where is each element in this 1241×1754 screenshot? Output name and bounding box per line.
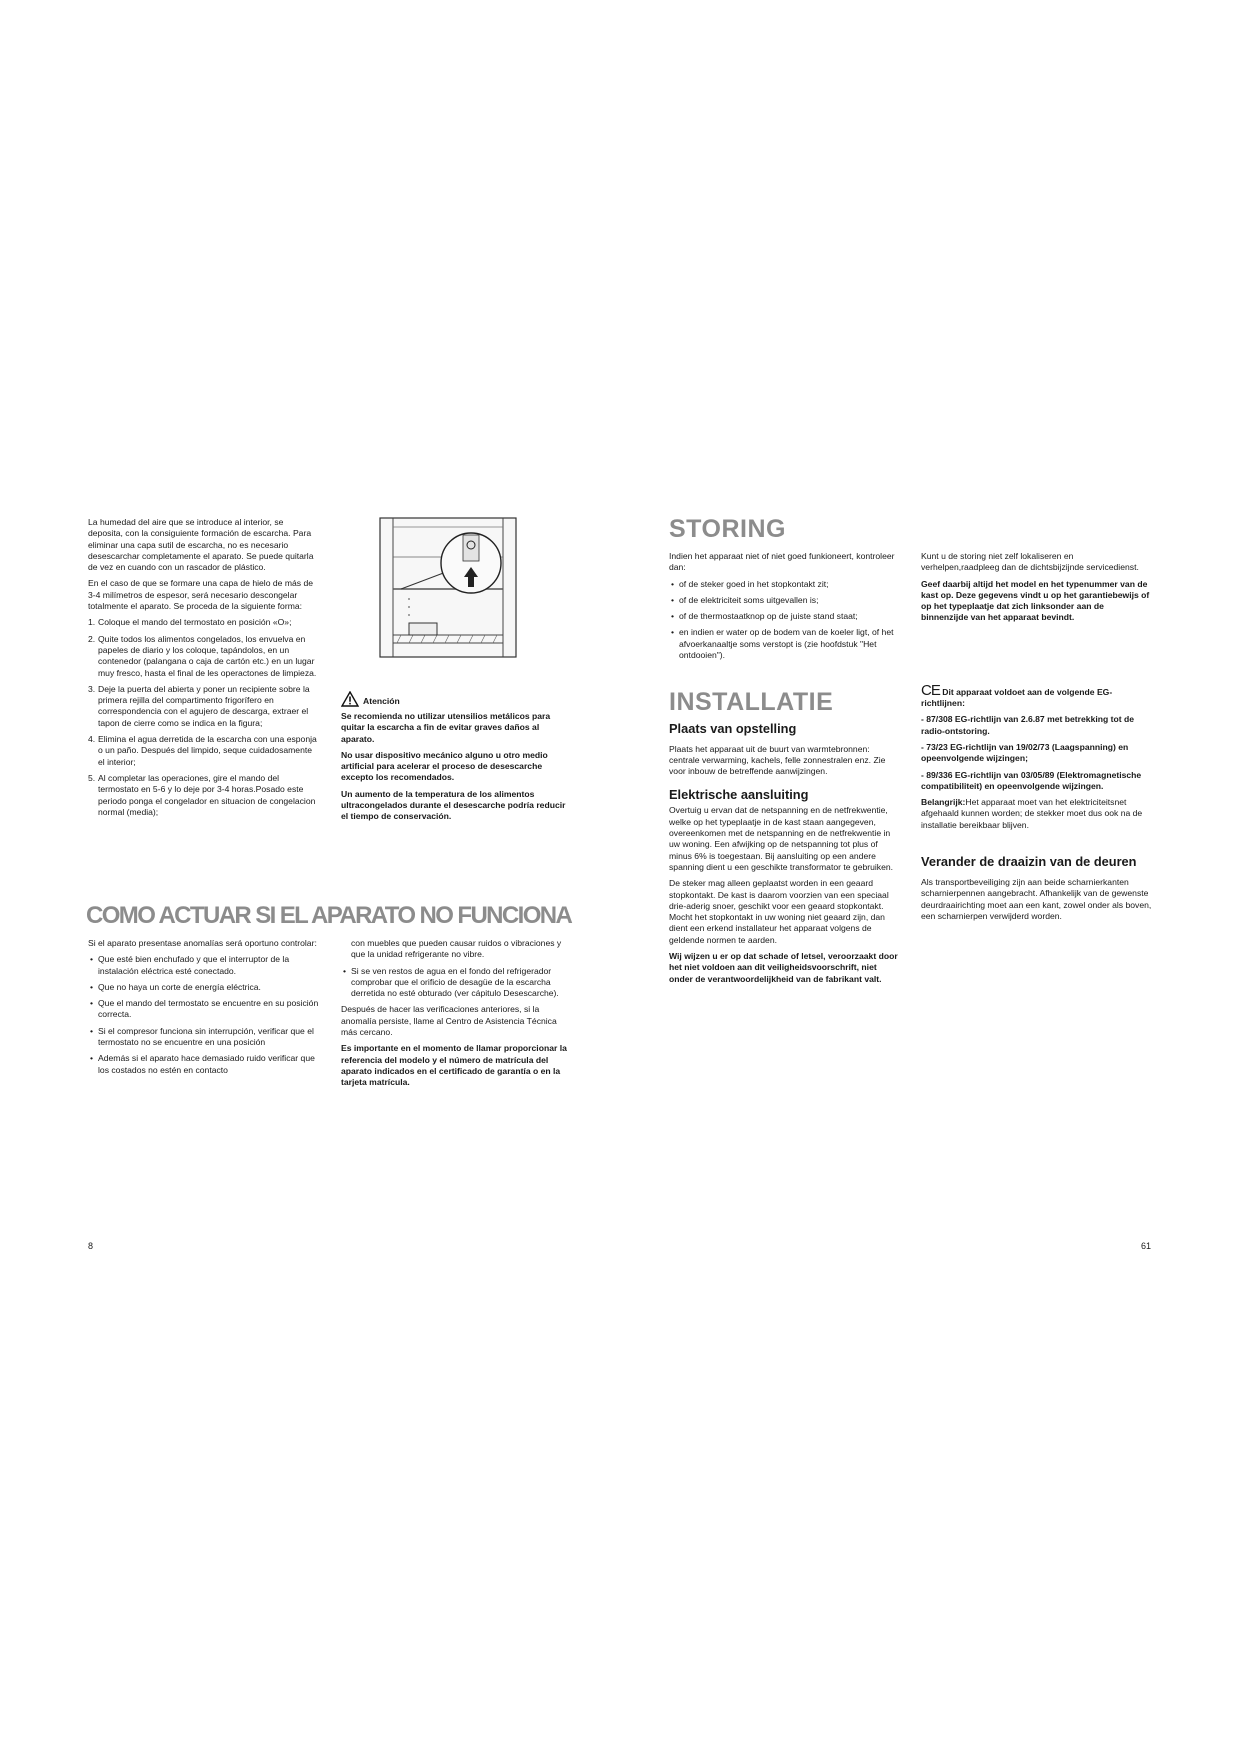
defrost-step: 3. Deje la puerta del abierta y poner un recipiente sobre la primera rejilla del compartimento frigorífero en correspondencia con el agujero de descarga, extraer el tapon de cierre como se indica en la figura; bbox=[88, 683, 310, 728]
plaats-text: Plaats het apparaat uit de buurt van warmtebronnen: centrale verwarming, kachels, felle zonnestralen enz. Zie voor inbouw de betreffende aanwijzingen. bbox=[669, 743, 886, 777]
storing-service: Kunt u de storing niet zelf lokaliseren en verhelpen,raadpleeg dan de dichtsbijzijnde servicedienst. bbox=[921, 551, 1139, 573]
attention-header bbox=[341, 691, 573, 707]
troubleshoot-intro: Si el aparato presentase anomalías será oportuno controlar: bbox=[88, 938, 317, 948]
fridge-interior-drawing bbox=[379, 517, 517, 658]
defrost-ice-note: En el caso de que se formare una capa de hielo de más de 3-4 milímetros de espesor, será necesario descongelar totalmente el aparato. Se proceda de la siguiente forma: bbox=[88, 578, 314, 612]
deuren-heading: Verander de draaizin van de deuren bbox=[921, 854, 1137, 870]
troubleshoot-cont: con muebles que pueden causar ruidos o vibraciones y que la unidad refrigerante no vibre. bbox=[351, 938, 562, 960]
troubleshoot-checks bbox=[88, 954, 320, 1076]
troubleshoot-check: • Que no haya un corte de energía eléctrica. bbox=[88, 982, 320, 993]
directive-3: - 89/336 EG-richtlijn van 03/05/89 (Elektromagnetische compatibiliteit) en opeenvolgende wijzingen. bbox=[921, 769, 1142, 791]
attention-note-3: Un aumento de la temperatura de los alimentos ultracongelados durante el desescarche podría reducir el tiempo de conservación. bbox=[341, 788, 566, 822]
troubleshoot-check: • Si se ven restos de agua en el fondo del refrigerador comprobar que el orificio de desagüe de la escarcha derretida no esté obturado (ver cápitulo Desescarche). bbox=[341, 966, 573, 1000]
elektrisch-liability: Wij wijzen u er op dat schade of letsel, veroorzaakt door het niet voldoen aan dit veiligheidsvoorschrift, niet onder de verantwoordelijkheid van de fabrikant valt. bbox=[669, 951, 898, 984]
troubleshoot-check: • Que esté bien enchufado y que el interruptor de la instalación eléctrica esté conectado. bbox=[88, 954, 320, 977]
troubleshoot-check: • Si el compresor funciona sin interrupción, verificar que el termostato no se encuentre en una posición bbox=[88, 1026, 320, 1049]
elektrisch-text-1: Overtuig u ervan dat de netspanning en de netfrekwentie, welke op het typeplaatje in de kast staan aangegeven, overeenkomen met de netspanning en de netfrekwentie in uw woning. Een afwijking op de netspanning tot plus of minus 6% is toegestaan. Bij aansluiting op een andere spanning dient u een geschikte transformator te gebruiken. bbox=[669, 805, 894, 872]
storing-checks bbox=[669, 579, 901, 682]
installatie-heading: INSTALLATIE bbox=[669, 687, 834, 716]
attention-note-2: No usar dispositivo mecánico alguno u otro medio artificial para acelerar el proceso de desescarche excepto los recomendados. bbox=[341, 749, 548, 783]
defrost-step: 2. Quite todos los alimentos congelados, los envuelva en papeles de diario y los coloque, tapándolos, en un contenedor (palangana o caja de cartón etc.) en un lugar muy fresco, hasta el final de les operactones de limpieza. bbox=[88, 633, 317, 678]
defrost-step: 5. Al completar las operaciones, gire el mando del termostato en 5-6 y lo deje por 3-4 horas.Posado este periodo ponga el congelador en situacion de congelacion normal (media); bbox=[88, 772, 316, 817]
storing-heading: STORING bbox=[669, 515, 786, 543]
storing-check: • of de thermostaatknop op de juiste stand staat; bbox=[669, 611, 901, 622]
belangrijk-note: Belangrijk:Het apparaat moet van het elektriciteitsnet afgehaald kunnen worden; de stekker moet dus ook na de installatie bereikbaar blijven. bbox=[921, 797, 1143, 830]
spacer bbox=[921, 836, 1153, 854]
attention-note-1: Se recomienda no utilizar utensilios metálicos para quitar la escarcha a fin de evitar graves daños al aparato. bbox=[341, 711, 551, 744]
storing-check: • en indien er water op de bodem van de koeler ligt, of het afvoerkanaaltje soms verstopt is (zie hoofdstuk "Het ontdooien"). bbox=[669, 627, 901, 661]
troubleshoot-check: • Que el mando del termostato se encuentre en su posición correcta. bbox=[88, 998, 320, 1021]
directive-2: - 73/23 EG-richtlijn van 19/02/73 (Laagspanning) en opeenvolgende wijzingen; bbox=[921, 741, 1129, 764]
storing-intro: Indien het apparaat niet of niet goed funkioneert, kontroleer dan: bbox=[669, 551, 895, 573]
page-number-right: 61 bbox=[1141, 1241, 1152, 1251]
storing-model-info: Geef daarbij altijd het model en het typenummer van de kast op. Deze gegevens vindt u op het garantiebewijs of op het typeplaatje dat zich linksonder aan de binnenzijde van het apparaat bevindt. bbox=[921, 578, 1150, 623]
left-col-defrost bbox=[88, 517, 320, 823]
ce-mark-icon: CE bbox=[921, 681, 940, 699]
defrost-drain-illustration bbox=[379, 517, 517, 658]
elektrisch-text-2: De steker mag alleen geplaatst worden in een geaard stopkontakt. De kast is daarom voorzien van een speciaal drie-aderig snoer, geschikt voor een geaard stopkontakt. Mocht het stopkontakt in uw woning niet geaard zijn, dan dient een erkend installateur het apparaat volgens de geldende normen te aarden. bbox=[669, 878, 889, 945]
elektrisch-heading: Elektrische aansluiting bbox=[669, 787, 809, 803]
troubleshooting-heading: COMO ACTUAR SI EL APARATO NO FUNCIONA bbox=[86, 902, 572, 929]
plaats-heading: Plaats van opstelling bbox=[669, 720, 797, 736]
left-col-troubleshoot-2 bbox=[341, 938, 573, 1094]
storing-check: • of de steker goed in het stopkontakt zit; bbox=[669, 579, 901, 590]
troubleshoot-check: • Además si el aparato hace demasiado ruido verificar que los costados no estén en contacto bbox=[88, 1053, 320, 1076]
attention-title: Atención bbox=[363, 695, 400, 706]
ce-compliance: CE Dit apparaat voldoet aan de volgende EG-richtlijnen: bbox=[921, 681, 1113, 709]
warning-triangle-icon bbox=[341, 691, 359, 707]
troubleshoot-important: Es importante en el momento de llamar proporcionar la referencia del modelo y el número de matrícula del aparato indicados en el certificado de garantía o en la tarjeta matrícula. bbox=[341, 1043, 567, 1088]
troubleshoot-after: Después de hacer las verificaciones anteriores, si la anomalía persiste, llame al Centro de Asistencia Técnica más cercano. bbox=[341, 1004, 557, 1038]
spacer bbox=[921, 629, 1153, 685]
defrost-step: 4. Elimina el agua derretida de la escarcha con una esponja o un paño. Después del limpido, seque cuidadosamente el interior; bbox=[88, 734, 317, 767]
directive-1: - 87/308 EG-richtlijn van 2.6.87 met betrekking tot de radio-ontstoring. bbox=[921, 714, 1135, 736]
defrost-intro: La humedad del aire que se introduce al interior, se deposita, con la consiguiente formación de escarcha. Para eliminar una capa sutil de escarcha, no es necesario desescarchar completamente el aparato. Se puede quitarla de vez en cuando con un rascador de plástico. bbox=[88, 517, 314, 573]
right-col-2 bbox=[921, 551, 1153, 927]
defrost-steps bbox=[88, 617, 320, 818]
troubleshoot-checks-2 bbox=[341, 966, 573, 1000]
left-col-attention bbox=[341, 691, 573, 828]
defrost-step: 1. Coloque el mando del termostato en posición «O»; bbox=[88, 617, 292, 628]
page-number-left: 8 bbox=[88, 1241, 94, 1251]
deuren-text: Als transportbeveiliging zijn aan beide scharnierkanten scharnierpennen aangebracht. Afhankelijk van de gewenste deurdraairichting moet aan een kant, zowel onder als boven, een scharnierpen verwijderd worden. bbox=[921, 877, 1152, 921]
left-col-troubleshoot-1 bbox=[88, 938, 320, 1081]
right-col-1 bbox=[669, 551, 901, 990]
storing-check: • of de elektriciteit soms uitgevallen is; bbox=[669, 595, 901, 606]
